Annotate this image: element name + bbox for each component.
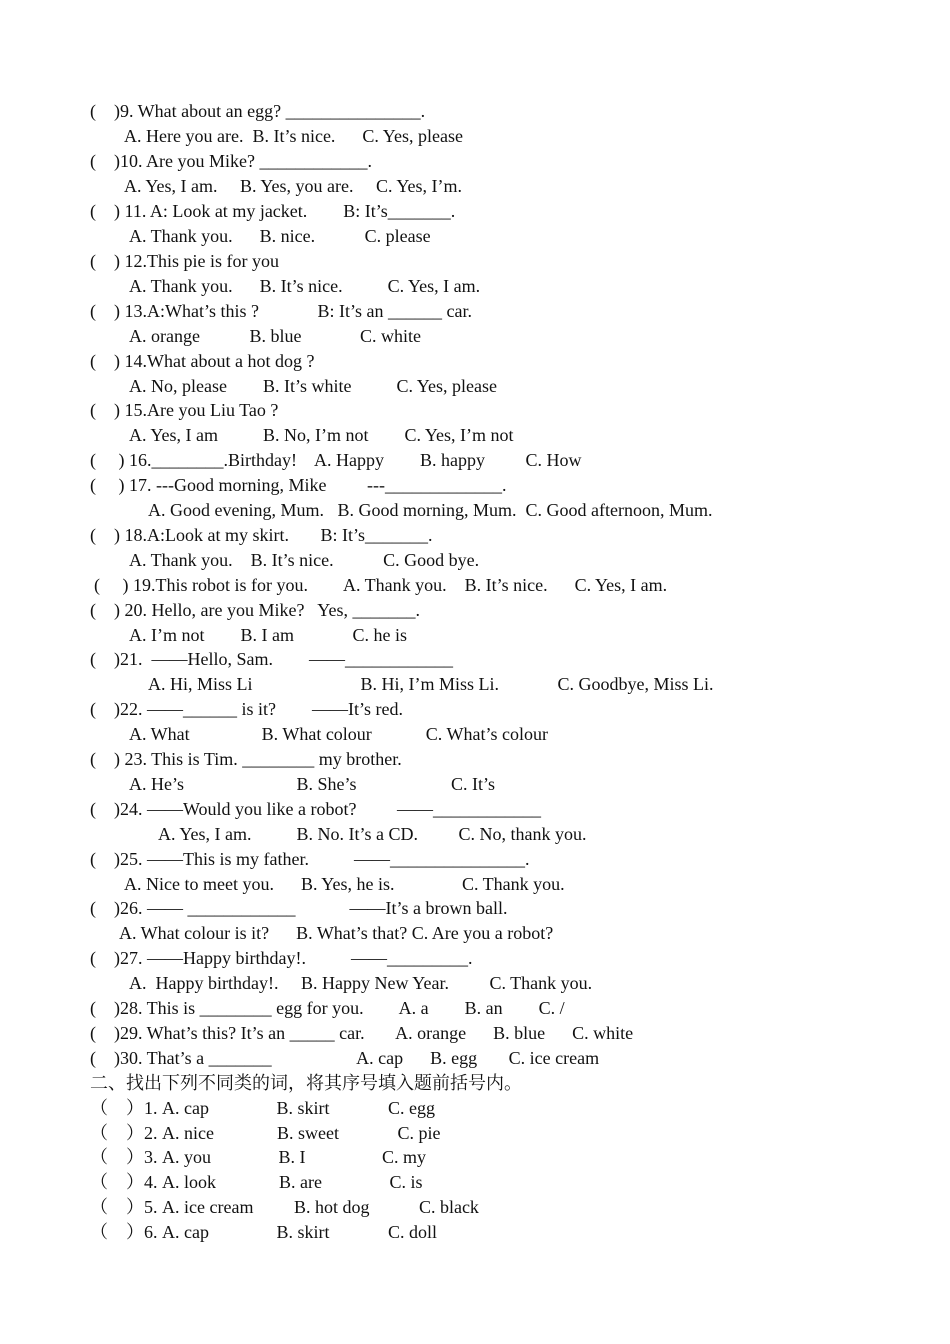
question-28: ( )28. This is ________ egg for you. A. a B. an C. / bbox=[90, 998, 565, 1018]
question-30: ( )30. That’s a _______ A. cap B. egg C. ice cream bbox=[90, 1048, 600, 1068]
question-18-options: A. Thank you. B. It’s nice. C. Good bye. bbox=[129, 550, 480, 570]
question-12-options: A. Thank you. B. It’s nice. C. Yes, I am. bbox=[129, 276, 481, 296]
odd-one-out-item-4: （ ）4. A. look B. are C. is bbox=[90, 1172, 423, 1192]
question-27-options: A. Happy birthday!. B. Happy New Year. C. Thank you. bbox=[129, 973, 593, 993]
question-25-options: A. Nice to meet you. B. Yes, he is. C. Thank you. bbox=[124, 874, 565, 894]
question-26: ( )26. —— ____________ ——It’s a brown ball. bbox=[90, 898, 508, 918]
question-10-options: A. Yes, I am. B. Yes, you are. C. Yes, I’m. bbox=[124, 176, 463, 196]
question-20-options: A. I’m not B. I am C. he is bbox=[129, 625, 407, 645]
question-9: ( )9. What about an egg? _______________. bbox=[90, 101, 426, 121]
odd-one-out-item-2: （ ）2. A. nice B. sweet C. pie bbox=[90, 1123, 441, 1143]
question-18: ( ) 18.A:Look at my skirt. B: It’s_______. bbox=[90, 525, 433, 545]
question-21: ( )21. ——Hello, Sam. ——____________ bbox=[90, 649, 453, 669]
question-11-options: A. Thank you. B. nice. C. please bbox=[129, 226, 431, 246]
section-2-heading: 二、找出下列不同类的词，将其序号填入题前括号内。 bbox=[90, 1073, 522, 1093]
question-19: ( ) 19.This robot is for you. A. Thank you. B. It’s nice. C. Yes, I am. bbox=[94, 575, 668, 595]
odd-one-out-item-1: （ ）1. A. cap B. skirt C. egg bbox=[90, 1098, 435, 1118]
question-26-options: A. What colour is it? B. What’s that? C. Are you a robot? bbox=[119, 923, 554, 943]
question-29: ( )29. What’s this? It’s an _____ car. A. orange B. blue C. white bbox=[90, 1023, 634, 1043]
question-22-options: A. What B. What colour C. What’s colour bbox=[129, 724, 548, 744]
question-13: ( ) 13.A:What’s this ? B: It’s an ______ car. bbox=[90, 301, 472, 321]
question-20: ( ) 20. Hello, are you Mike? Yes, _______. bbox=[90, 600, 420, 620]
question-24: ( )24. ——Would you like a robot? ——____________ bbox=[90, 799, 542, 819]
question-13-options: A. orange B. blue C. white bbox=[129, 326, 421, 346]
question-23-options: A. He’s B. She’s C. It’s bbox=[129, 774, 496, 794]
question-9-options: A. Here you are. B. It’s nice. C. Yes, please bbox=[124, 126, 463, 146]
question-23: ( ) 23. This is Tim. ________ my brother. bbox=[90, 749, 402, 769]
question-24-options: A. Yes, I am. B. No. It’s a CD. C. No, thank you. bbox=[158, 824, 587, 844]
odd-one-out-item-6: （ ）6. A. cap B. skirt C. doll bbox=[90, 1222, 437, 1242]
question-27: ( )27. ——Happy birthday!. ——_________. bbox=[90, 948, 473, 968]
question-12: ( ) 12.This pie is for you bbox=[90, 251, 279, 271]
question-10: ( )10. Are you Mike? ____________. bbox=[90, 151, 372, 171]
question-25: ( )25. ——This is my father. ——_______________. bbox=[90, 849, 530, 869]
question-14: ( ) 14.What about a hot dog ? bbox=[90, 351, 315, 371]
question-16: ( ) 16.________.Birthday! A. Happy B. happy C. How bbox=[90, 450, 582, 470]
odd-one-out-item-3: （ ）3. A. you B. I C. my bbox=[90, 1147, 427, 1167]
question-17: ( ) 17. ---Good morning, Mike ---_____________. bbox=[90, 475, 507, 495]
question-22: ( )22. ——______ is it? ——It’s red. bbox=[90, 699, 403, 719]
question-11: ( ) 11. A: Look at my jacket. B: It’s_______. bbox=[90, 201, 456, 221]
question-15: ( ) 15.Are you Liu Tao ? bbox=[90, 400, 279, 420]
question-14-options: A. No, please B. It’s white C. Yes, please bbox=[129, 376, 497, 396]
question-15-options: A. Yes, I am B. No, I’m not C. Yes, I’m not bbox=[129, 425, 514, 445]
odd-one-out-item-5: （ ）5. A. ice cream B. hot dog C. black bbox=[90, 1197, 479, 1217]
question-17-options: A. Good evening, Mum. B. Good morning, Mum. C. Good afternoon, Mum. bbox=[148, 500, 713, 520]
question-21-options: A. Hi, Miss Li B. Hi, I’m Miss Li. C. Goodbye, Miss Li. bbox=[148, 674, 714, 694]
